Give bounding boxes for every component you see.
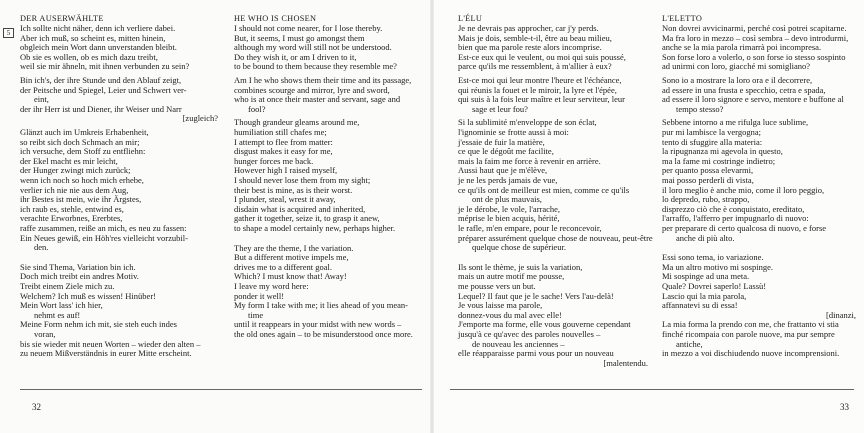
german-poem-column	[20, 14, 218, 363]
poem-line: der Hunger zwingt mich zurück;	[20, 165, 131, 176]
french-poem-title: L'ÉLU	[458, 14, 483, 23]
poem-line: finché ricompaia con parole nuove, ma pur sempre	[662, 328, 835, 339]
poem-line: sage et leur fou?	[472, 103, 528, 114]
poem-line: ad essere il loro signore e servo, mentore e buffone al	[662, 94, 844, 105]
poem-line: per quanto possa elevarmi,	[662, 165, 754, 176]
poem-line: to shape a model certainly new, perhaps higher.	[234, 222, 396, 233]
poem-line: the old ones again – to be misunderstood once more.	[234, 328, 413, 339]
poem-line: Mein Wort lass' ich hier,	[20, 300, 103, 311]
poem-line: quelque chose de supérieur.	[472, 242, 566, 253]
poem-line: I leave my word here:	[234, 280, 309, 291]
poem-line: in mezzo a voi dischiudendo nuove incomprensioni.	[662, 348, 840, 359]
poem-line: voran,	[34, 328, 56, 339]
poem-line: Mi sospinge ad una meta.	[662, 271, 750, 282]
poem-line: ad essere in una frusta e specchio, cetra e spada,	[662, 84, 826, 95]
poem-line: il loro meglio è anche mio, come il loro peggio,	[662, 184, 825, 195]
poem-line: Quale? Dovrei saperlo! Lassù!	[662, 280, 767, 291]
poem-line: Non dovrei avvicinarmi, perché così potrei scapitarne.	[662, 23, 847, 34]
poem-stanza	[662, 24, 856, 72]
poem-line: ont de plus mauvais,	[472, 194, 542, 205]
poem-line: Mais je dois, semble-t-il, être au beau milieu,	[458, 32, 612, 43]
poem-line: per preparare di certo qualcosa di nuovo, e forse	[662, 222, 827, 233]
poem-line: Bin ich's, der ihre Stunde und den Ablauf zeigt,	[20, 75, 182, 86]
italian-poem-body	[662, 24, 856, 359]
poem-line: der ihr Herr ist und Diener, ihr Weiser und Narr	[20, 103, 182, 114]
poem-line: But, it seems, I must go amongst them	[234, 32, 365, 43]
poem-stanza	[234, 24, 422, 72]
poem-line: Glänzt auch im Umkreis Erhabenheit,	[20, 127, 149, 138]
poem-line: le rafle, m'en empare, pour le reconcevoir,	[458, 222, 602, 233]
poem-line: de nouveau les anciennes –	[472, 338, 565, 349]
poem-line: mai posso perderli di vista,	[662, 175, 754, 185]
poem-line: j'essaie de fuir la matière,	[458, 136, 545, 147]
poem-line: Treibt einem Ziele mich zu.	[20, 280, 115, 291]
poem-line: But a different motive impels me,	[234, 252, 349, 263]
poem-line: ma la fame mi costringe indietro;	[662, 155, 776, 166]
poem-line: I attempt to flee from matter:	[234, 136, 333, 147]
poem-line: je le dérobe, le vole, l'arrache,	[458, 203, 561, 214]
poem-line: l'arraffo, l'afferro per impugnarlo di nuovo:	[662, 213, 809, 224]
poem-line: méprise le bien acquis, hérité,	[458, 213, 560, 224]
poem-line: La mia forma la prendo con me, che frattanto vi stia	[662, 319, 839, 330]
poem-line: préparer assurément quelque chose de nouveau, peut-être	[458, 232, 653, 243]
poem-line: Ma fra loro in mezzo – così sembra – devo introdurmi,	[662, 32, 849, 43]
poem-line: who is at once their master and servant, sage and	[234, 94, 401, 105]
poem-line: raffe zusammen, reiße an mich, es neu zu fassen:	[20, 222, 187, 233]
english-poem-title: HE WHO IS CHOSEN	[234, 14, 317, 23]
poem-line: I should not come nearer, for I lose thereby.	[234, 23, 383, 34]
poem-line: Aber ich muß, so scheint es, mitten hinein,	[20, 32, 166, 43]
poem-line: Ma un altro motivo mi sospinge.	[662, 261, 773, 272]
poem-line: antiche,	[676, 338, 703, 349]
german-poem-title: DER AUSERWÄHLTE	[20, 14, 104, 23]
poem-stanza	[20, 24, 218, 72]
poem-line: ad unirmi con loro, giacché mi somigliano?	[662, 61, 811, 72]
poem-line: Doch mich treibt ein andres Motiv.	[20, 271, 139, 282]
poem-line: den.	[34, 242, 49, 253]
poem-line: der Ekel macht es mir leicht,	[20, 155, 118, 166]
poem-line: weil sie mir ähneln, mit ihnen verbunden zu sein?	[20, 61, 190, 72]
poem-line: nehmt es auf!	[34, 309, 81, 320]
right-footer-rule	[450, 389, 854, 390]
poem-line: zu neuem Mißverständnis in eurer Mitte erscheint.	[20, 348, 192, 359]
poem-line: However high I raised myself,	[234, 165, 338, 176]
poem-stanza	[234, 118, 422, 233]
poem-line: ihr Bestes ist mein, wie ihr Ärgstes,	[20, 194, 142, 205]
italian-poem-title: L'ELETTO	[662, 14, 703, 23]
poem-line: qui réunis la fouet et le miroir, la lyre et l'épée,	[458, 84, 617, 95]
poem-line: Aussi haut que je m'élève,	[458, 165, 548, 176]
poem-line: fool?	[248, 103, 266, 114]
english-poem-column	[234, 14, 422, 344]
poem-line: donnez-vous du mal avec elle!	[458, 309, 562, 320]
poem-line: I should never lose them from my sight;	[234, 175, 371, 185]
poem-line: der Peitsche und Spiegel, Leier und Schwert ver-	[20, 84, 187, 95]
track-number-marker: 5	[3, 28, 14, 38]
poem-line: Lascio qui la mia parola,	[662, 290, 747, 301]
poem-line: Welchem? Ich muß es wissen! Hinüber!	[20, 290, 156, 301]
poem-line: My form I take with me; it lies ahead of you mean-	[234, 300, 408, 311]
poem-line: obgleich mein Wort dann unverstanden bleibt.	[20, 42, 177, 53]
poem-line: Son forse loro a volerlo, o son forse io stesso sospinto	[662, 51, 846, 62]
poem-line: They are the theme, I the variation.	[234, 242, 354, 253]
poem-line: gather it together, seize it, to grasp it anew,	[234, 213, 380, 224]
french-poem-body	[458, 23, 653, 368]
poem-line: mais un autre motif me pousse,	[458, 271, 565, 282]
poem-line: je ne les perds jamais de vue,	[458, 175, 558, 185]
poem-line: l'ignominie se frotte aussi à moi:	[458, 127, 569, 138]
poem-line: Ich sollte nicht näher, denn ich verliere dabei.	[20, 23, 176, 34]
poem-line: Sebbene intorno a me rifulga luce sublime,	[662, 117, 809, 128]
poem-line: Est-ce eux qui le veulent, ou moi qui suis poussé,	[458, 51, 626, 62]
poem-line: Sono io a mostrare la loro ora e il decorrere,	[662, 75, 813, 86]
italian-poem-column	[662, 14, 856, 363]
poem-line: their best is mine, as is their worst.	[234, 184, 353, 195]
poem-line: Ein Neues gewiß, ein Höh'res vielleicht vorzubil-	[20, 232, 188, 243]
poem-line: anche se la mia parola rimarrà poi incompresa.	[662, 42, 822, 53]
poem-line: ich raub es, stehle, entwind es,	[20, 203, 124, 214]
poem-line: J'emporte ma forme, elle vous gouverne cependant	[458, 319, 631, 330]
poem-line: bis sie wieder mit neuen Worten – wieder den alten –	[20, 338, 201, 349]
poem-line: bien que ma parole reste alors incomprise.	[458, 42, 602, 53]
poem-line: me pousse vers un but.	[458, 280, 536, 291]
poem-line: so reibt sich doch Schmach an mir;	[20, 136, 140, 147]
poem-line: Ob sie es wollen, ob es mich dazu treibt,	[20, 51, 158, 62]
poem-line: Am I he who shows them their time and its passage,	[234, 75, 412, 86]
poem-line: mais la faim me force à revenir en arrière.	[458, 155, 601, 166]
poem-stanza	[234, 76, 422, 114]
poem-line: although my word will still not be understood.	[234, 42, 392, 53]
poem-line: Je ne devrais pas approcher, car j'y perds.	[458, 23, 599, 34]
poem-line: ce qu'ils ont de meilleur est mien, comme ce qu'ils	[458, 184, 630, 195]
poem-line: jusqu'à ce qu'avec des paroles nouvelles –	[458, 328, 601, 339]
poem-line: la ripugnanza mi agevola in questo,	[662, 146, 783, 157]
poem-line: qui suis à la fois leur maître et leur serviteur, leur	[458, 94, 626, 105]
poem-line: anche di più alto.	[676, 232, 735, 243]
poem-line: drives me to a different goal.	[234, 261, 333, 272]
poem-stanza	[662, 118, 856, 243]
poem-line: Lequel? Il faut que je le sache! Vers l'au-delà!	[458, 290, 614, 301]
poem-line: pur mi lambisce la vergogna;	[662, 127, 761, 138]
poem-stanza	[458, 117, 653, 253]
poem-line: parce qu'ils me ressemblent, à m'allier à eux?	[458, 61, 612, 72]
poem-stanza	[234, 244, 422, 340]
poem-stanza	[458, 24, 648, 72]
poem-line: eint,	[34, 94, 49, 105]
poem-line: Sie sind Thema, Variation bin ich.	[20, 261, 136, 272]
right-page-number: 33	[840, 402, 849, 412]
poem-line: wenn ich noch so hoch mich erhebe,	[20, 175, 144, 185]
poem-line: I plunder, steal, wrest it away,	[234, 194, 336, 205]
poem-line: tento di sfuggire alla materia:	[662, 136, 763, 147]
poem-stanza	[20, 76, 218, 124]
poem-stanza	[662, 76, 856, 114]
poem-line: disgust makes it easy for me,	[234, 146, 333, 157]
poem-stanza	[662, 253, 856, 359]
poem-line: tempo stesso?	[676, 103, 724, 114]
poem-line: [zugleich?	[182, 113, 218, 124]
poem-line: [malentendu.	[603, 357, 648, 368]
poem-line: [dinanzi,	[826, 309, 856, 320]
poem-line: ponder it well!	[234, 290, 285, 301]
french-poem-column	[458, 14, 653, 372]
left-footer-rule	[20, 389, 422, 390]
german-poem-body	[20, 24, 218, 359]
poem-line: until it reappears in your midst with new words –	[234, 319, 402, 330]
poem-line: disdain what is acquired and inherited,	[234, 203, 366, 214]
poem-line: time	[248, 309, 264, 320]
poem-line: verlier ich nie nie aus dem Aug,	[20, 184, 129, 195]
poem-stanza	[20, 263, 218, 359]
poem-line: to be bound to them because they resemble me?	[234, 61, 397, 72]
poem-line: affannatevi su di essa!	[662, 300, 738, 311]
left-page-number: 32	[32, 402, 41, 412]
poem-line: Ils sont le thème, je suis la variation,	[458, 261, 583, 272]
english-poem-body	[234, 24, 422, 339]
poem-line: Meine Form nehm ich mit, sie steh euch indes	[20, 319, 177, 330]
poem-line: verachte Erworbnes, Ererbtes,	[20, 213, 123, 224]
poem-line: Which? I must know that! Away!	[234, 271, 347, 282]
poem-stanza	[458, 76, 648, 114]
book-gutter	[430, 0, 434, 433]
poem-stanza	[458, 263, 648, 369]
poem-line: humiliation still chafes me;	[234, 127, 327, 138]
poem-line: combines scourge and mirror, lyre and sword,	[234, 84, 390, 95]
poem-line: Est-ce moi qui leur montre l'heure et l'échéance,	[458, 75, 622, 86]
poem-line: lo depredo, rubo, strappo,	[662, 194, 750, 205]
poem-line: elle réapparaisse parmi vous pour un nouveau	[458, 348, 614, 359]
poem-line: Essi sono tema, io variazione.	[662, 252, 764, 263]
poem-line: ich versuche, dem Stoff zu entfliehn:	[20, 146, 146, 157]
poem-line: Je vous laisse ma parole,	[458, 300, 543, 311]
poem-line: Si la sublimité m'enveloppe de son éclat,	[458, 117, 597, 128]
poem-line: disprezzo ciò che è conquistato, ereditato,	[662, 203, 805, 214]
poem-stanza	[20, 128, 218, 253]
poem-line: Though grandeur gleams around me,	[234, 117, 360, 128]
poem-line: ce que le dégoût me facilite,	[458, 146, 554, 157]
poem-line: Do they wish it, or am I driven to it,	[234, 51, 357, 62]
poem-line: hunger forces me back.	[234, 155, 314, 166]
